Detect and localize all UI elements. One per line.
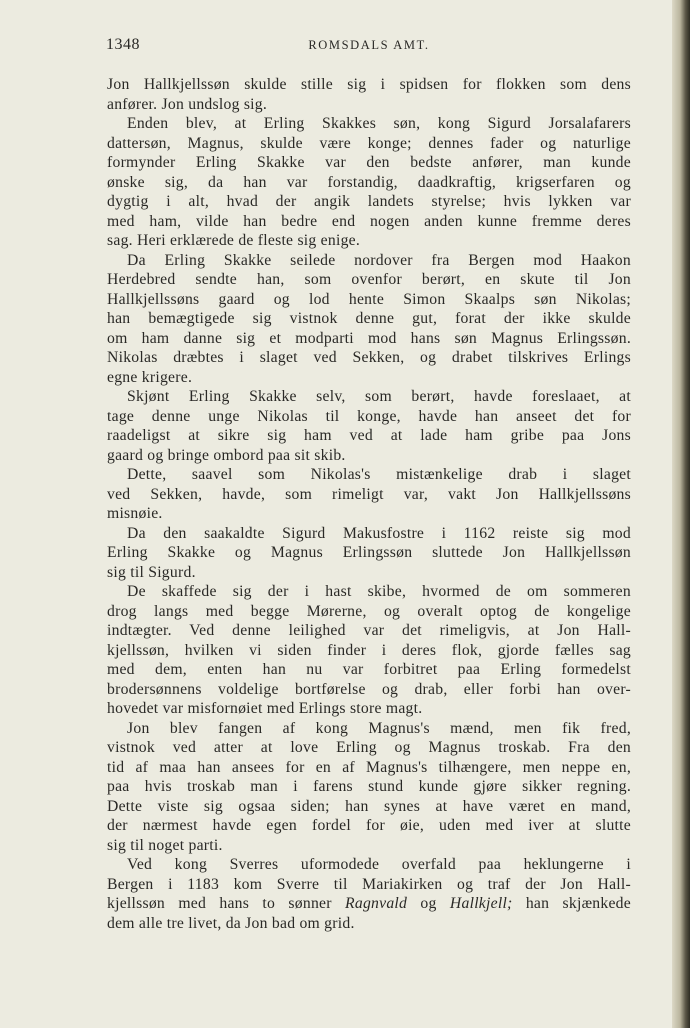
text-segment: han skjænkede (512, 895, 631, 912)
text-line: Herdebred sendte han, som ovenfor berørt, en skute til Jon (107, 271, 631, 288)
text-line: indtægter. Ved denne leilighed var det rimeligvis, at Jon Hall- (107, 622, 631, 639)
text-line: paa hvis troskab man i farens stund kunde gjøre sikker regning. (107, 778, 631, 795)
text-line: egne krigere. (107, 368, 193, 386)
text-line: De skaffede sig der i hast skibe, hvormed de om sommeren (127, 583, 631, 600)
text-line: Dette, saavel som Nikolas's mistænkelige drab i slaget (127, 466, 631, 483)
italic-name: Hallkjell; (449, 895, 513, 912)
text-line: dattersøn, Magnus, skulde være konge; dennes fader og naturlige (107, 134, 631, 152)
paragraph (107, 387, 631, 465)
page-edge-shadow (672, 0, 690, 1028)
text-line: misnøie. (107, 505, 163, 522)
text-line: Hallkjellssøns gaard og lod hente Simon Skaalps søn Nikolas; (107, 290, 631, 308)
text-line: Erling Skakke og Magnus Erlingssøn sluttede Jon Hallkjellssøn (107, 544, 631, 561)
text-line: gaard og bringe ombord paa sit skib. (107, 446, 346, 464)
paragraph (107, 719, 631, 856)
text-line: ønske sig, da han var forstandig, daadkraftig, krigserfaren og (107, 173, 631, 191)
text-line: ved Sekken, havde, som rimeligt var, vakt Jon Hallkjellssøns (107, 485, 631, 503)
text-line: tage denne unge Nikolas til konge, havde han anseet det for (107, 407, 631, 425)
paragraph (107, 251, 631, 388)
text-line: der nærmest havde egen fordel for øie, uden med iver at slutte (107, 817, 631, 834)
text-line: med dem, enten han nu var forbitret paa Erling formedelst (107, 661, 631, 678)
text-line: brodersønnens voldelige bortførelse og drab, eller forbi han over- (107, 680, 631, 698)
paragraph (107, 114, 631, 251)
text-line: anfører. Jon undslog sig. (107, 95, 268, 113)
page-header (106, 36, 632, 56)
paragraph (107, 75, 631, 114)
text-line: Jon Hallkjellssøn skulde stille sig i spidsen for flokken som dens (107, 76, 631, 93)
paragraph (107, 855, 631, 933)
text-segment: og (407, 895, 450, 912)
text-line: drog langs med begge Mørerne, og overalt optog de kongelige (107, 602, 631, 620)
text-line: hovedet var misfornøiet med Erlings store magt. (107, 700, 423, 717)
text-line: sig til noget parti. (107, 836, 223, 854)
text-line: sag. Heri erklærede de fleste sig enige. (107, 232, 361, 249)
text-line: kjellssøn, hvilken vi siden finder i deres flok, gjorde fælles sag (107, 641, 631, 659)
paragraph (107, 524, 631, 583)
text-line: han bemægtigede sig vistnok denne gut, forat der ikke skulde (107, 310, 631, 327)
text-line: dygtig i alt, hvad der angik landets styrelse; hvis lykken var (107, 193, 631, 210)
text-line: Nikolas dræbtes i slaget ved Sekken, og drabet tilskrives Erlings (107, 349, 631, 366)
text-line: om ham danne sig et modparti mod hans søn Magnus Erlingssøn. (107, 329, 631, 347)
paragraph (107, 465, 631, 524)
text-line: Enden blev, at Erling Skakkes søn, kong Sigurd Jorsalafarers (127, 115, 631, 132)
text-line: dem alle tre livet, da Jon bad om grid. (107, 914, 355, 932)
text-line (107, 894, 631, 914)
text-line: Ved kong Sverres uformodede overfald paa heklungerne i (127, 856, 631, 873)
italic-name: Ragnvald (345, 895, 408, 912)
text-segment: kjellssøn med hans to sønner (107, 895, 346, 912)
text-line: med ham, vilde han bedre end nogen anden kunne fremme deres (107, 212, 631, 230)
text-line: raadeligst at sikre sig ham ved at lade ham gribe paa Jons (107, 427, 631, 444)
text-line: Da den saakaldte Sigurd Makusfostre i 1162 reiste sig mod (127, 524, 631, 542)
body-text (107, 75, 631, 933)
text-line: sig til Sigurd. (107, 563, 196, 581)
page-number: 1348 (106, 36, 140, 53)
text-line: Jon blev fangen af kong Magnus's mænd, men fik fred, (127, 719, 631, 737)
text-line: Dette viste sig ogsaa siden; han synes at have været en mand, (107, 797, 631, 815)
running-title: ROMSDALS AMT. (308, 38, 430, 52)
text-line: Skjønt Erling Skakke selv, som berørt, havde foreslaaet, at (127, 388, 631, 405)
text-line: formynder Erling Skakke var den bedste anfører, man kunde (107, 154, 631, 171)
text-line: Da Erling Skakke seilede nordover fra Bergen mod Haakon (127, 251, 631, 269)
text-line: tid af maa han ansees for en af Magnus's tilhængere, men neppe en, (107, 758, 631, 776)
text-line: Bergen i 1183 kom Sverre til Mariakirken og traf der Jon Hall- (107, 875, 631, 893)
text-line: vistnok ved atter at love Erling og Magnus troskab. Fra den (107, 739, 631, 756)
paragraph (107, 582, 631, 719)
